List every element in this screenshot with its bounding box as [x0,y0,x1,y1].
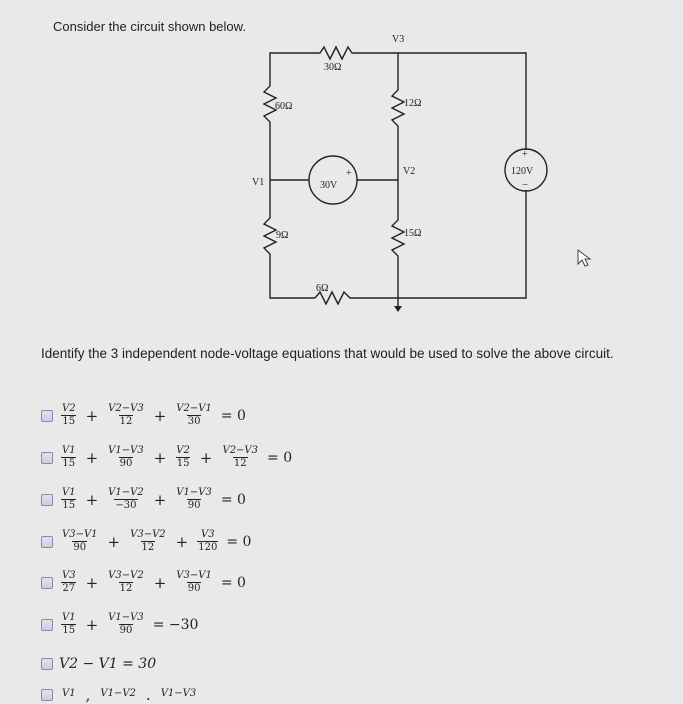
fraction-numerator: V1 [62,688,76,699]
fraction-denominator [117,700,119,701]
fraction-numerator: V2 [176,445,190,456]
fraction-numerator: V2−V3 [222,445,259,456]
fraction-numerator: V1−V2 [108,487,144,498]
source-minus-120v: − [522,179,529,191]
source-plus-120v: + [522,149,528,160]
fraction-denominator [177,700,179,701]
fraction-numerator: V1 [62,445,76,456]
resistor-label-9: 9Ω [276,230,289,241]
option-checkbox[interactable] [41,452,53,464]
equation-rhs: = 0 [220,407,246,424]
equation-fraction [61,689,77,701]
fraction-denominator: 15 [62,625,76,636]
equation-operator: + [153,573,167,592]
option-checkbox[interactable] [41,619,53,631]
equation-rhs: = −30 [152,616,199,633]
equation-operator: + [153,490,167,509]
resistor-label-6: 6Ω [316,283,329,294]
fraction-denominator: 15 [62,416,76,427]
node-label-v2: V2 [403,166,416,177]
option-checkbox[interactable] [41,658,53,670]
option-5[interactable] [41,613,198,636]
fraction-numerator: V3 [62,570,76,581]
equation-fraction [61,404,77,427]
equation-fraction [61,530,99,553]
fraction-numerator: V2 [62,403,76,414]
option-checkbox[interactable] [41,494,53,506]
fraction-numerator: V3−V2 [108,570,144,581]
option-2[interactable] [41,488,246,511]
fraction-denominator: 15 [176,458,190,469]
fraction-denominator: 15 [62,458,76,469]
equation-fraction [61,446,77,469]
equation-operator: + [85,573,99,592]
equation-operator: . [145,686,151,704]
equation-fraction [197,530,218,553]
resistor-label-15: 15Ω [404,228,422,239]
node-label-v3: V3 [392,34,405,45]
resistor-label-12: 12Ω [404,98,422,109]
fraction-numerator: V1−V3 [108,612,144,623]
equation-fraction [107,571,145,594]
equation-fraction [61,613,77,636]
equation-fraction [107,488,145,511]
equation-fraction [129,530,167,553]
fraction-denominator: 12 [141,542,155,553]
fraction-denominator: 27 [62,583,76,594]
fraction-numerator: V1−V2 [100,688,136,699]
equation-operator: + [85,615,99,634]
equation-operator: + [85,406,99,425]
option-3[interactable] [41,530,251,553]
option-7[interactable] [41,686,199,704]
fraction-denominator: 12 [233,458,247,469]
fraction-denominator: 120 [198,542,218,553]
option-1[interactable] [41,446,292,469]
source-label-120v: 120V [511,166,534,177]
equation-fraction [160,689,198,701]
option-checkbox[interactable] [41,689,53,701]
fraction-numerator: V1−V3 [176,487,212,498]
prompt-text: Consider the circuit shown below. [53,19,246,34]
equation-operator: + [153,406,167,425]
equation-operator: + [85,490,99,509]
equation-operator: + [85,448,99,467]
equation-operator: + [107,532,121,551]
equation-rhs: = 0 [226,533,252,550]
option-4[interactable] [41,571,246,594]
fraction-denominator: 90 [73,542,87,553]
option-0[interactable] [41,404,246,427]
equation-operator: + [199,448,213,467]
resistor-label-60: 60Ω [275,101,293,112]
equation-rhs: = 0 [267,449,293,466]
fraction-numerator: V1 [62,487,76,498]
fraction-numerator: V3−V2 [130,529,166,540]
equation-fraction [175,446,191,469]
question-text: Identify the 3 independent node-voltage equations that would be used to solve the above circuit. [41,346,614,361]
equation-fraction [175,488,213,511]
equation-fraction [107,446,145,469]
fraction-denominator [68,700,70,701]
fraction-numerator: V1 [62,612,76,623]
resistor-label-30: 30Ω [324,62,342,73]
fraction-numerator: V3−V1 [176,570,212,581]
source-label-30v: 30V [320,180,338,191]
fraction-numerator: V1−V3 [108,445,144,456]
equation-rhs: = 0 [220,491,246,508]
option-checkbox[interactable] [41,577,53,589]
equation-fraction [99,689,137,701]
fraction-denominator: 90 [119,625,133,636]
fraction-denominator: 90 [187,583,201,594]
equation-fraction [175,571,213,594]
fraction-denominator: 12 [119,416,133,427]
option-6[interactable] [41,656,156,672]
fraction-numerator: V3−V1 [62,529,98,540]
equation-fraction [221,446,259,469]
source-plus-30v: + [346,168,352,179]
fraction-numerator: V3 [201,529,215,540]
option-checkbox[interactable] [41,410,53,422]
equation-text: V2 − V1 = 30 [59,656,157,672]
fraction-denominator: −30 [115,500,137,511]
fraction-numerator: V1−V3 [160,688,197,699]
option-checkbox[interactable] [41,536,53,548]
equation-fraction [107,404,145,427]
fraction-denominator: 90 [119,458,133,469]
fraction-denominator: 90 [187,500,201,511]
equation-fraction [107,613,145,636]
fraction-denominator: 30 [187,416,201,427]
equation-fraction [175,404,213,427]
fraction-numerator: V2−V3 [108,403,144,414]
equation-rhs: = 0 [220,574,246,591]
node-label-v1: V1 [252,177,265,188]
fraction-denominator: 15 [62,500,76,511]
equation-operator: + [175,532,189,551]
equation-operator: , [85,686,91,704]
equation-fraction [61,488,77,511]
equation-fraction [61,571,77,594]
fraction-denominator: 12 [119,583,133,594]
equation-operator: + [153,448,167,467]
fraction-numerator: V2−V1 [176,403,212,414]
